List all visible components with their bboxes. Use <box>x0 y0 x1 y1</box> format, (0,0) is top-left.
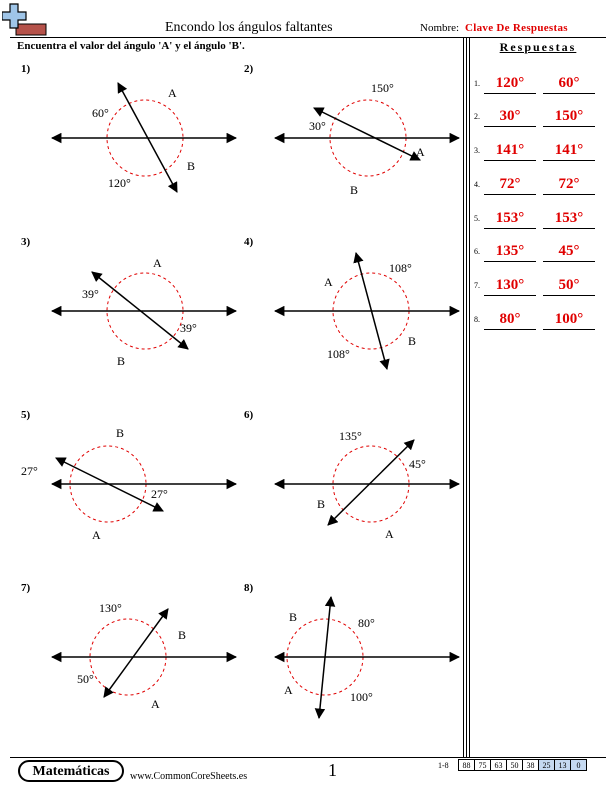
page-number: 1 <box>328 760 337 780</box>
angle-label: 100° <box>350 690 373 704</box>
transversal-line <box>328 440 414 525</box>
angle-label: B <box>116 426 125 440</box>
angle-label: A <box>416 145 425 159</box>
score-range-label: 1-8 <box>438 761 449 770</box>
angle-label: 39° <box>82 287 99 301</box>
score-cell: 75 <box>475 760 491 771</box>
answer-number: 5. <box>474 214 480 223</box>
answer-b: 100° <box>543 309 595 330</box>
angle-label: 39° <box>180 321 197 335</box>
angle-label: 135° <box>339 429 362 443</box>
angle-label: 27° <box>21 464 38 478</box>
angle-label: A <box>385 527 394 541</box>
answer-number: 2. <box>474 112 480 121</box>
score-cell: 0 <box>571 760 587 771</box>
problem-number: 8) <box>244 582 254 594</box>
angle-label: 108° <box>327 347 350 361</box>
angle-label: B <box>178 628 187 642</box>
angle-label: B <box>117 354 126 368</box>
angle-label: 60° <box>92 106 109 120</box>
score-table <box>458 759 587 771</box>
answer-number: 8. <box>474 315 480 324</box>
worksheet-title: Encondo los ángulos faltantes <box>165 20 333 35</box>
angle-label: 108° <box>389 261 412 275</box>
answer-b: 60° <box>543 73 595 94</box>
angle-label: A <box>168 86 177 100</box>
answer-b: 72° <box>543 174 595 195</box>
angle-label: A <box>324 275 333 289</box>
footer-divider <box>10 757 606 758</box>
angle-label: 45° <box>409 457 426 471</box>
score-cell: 88 <box>459 760 475 771</box>
angle-label: 27° <box>151 487 168 501</box>
angle-label: B <box>350 183 359 197</box>
angle-label: A <box>92 528 101 542</box>
angle-label: B <box>289 610 298 624</box>
answer-b: 150° <box>543 106 595 127</box>
problem-number: 4) <box>244 236 254 248</box>
answer-a: 130° <box>484 275 536 296</box>
answer-a: 153° <box>484 208 536 229</box>
angle-label: A <box>284 683 293 697</box>
answer-number: 1. <box>474 79 480 88</box>
name-value: Clave De Respuestas <box>465 22 568 34</box>
score-cell: 13 <box>555 760 571 771</box>
angle-label: 150° <box>371 81 394 95</box>
answer-a: 141° <box>484 140 536 161</box>
angle-label: 30° <box>309 119 326 133</box>
website-link[interactable]: www.CommonCoreSheets.es <box>130 771 248 782</box>
angle-label: 120° <box>108 176 131 190</box>
answer-a: 80° <box>484 309 536 330</box>
problem-number: 3) <box>21 236 31 248</box>
angle-label: 50° <box>77 672 94 686</box>
brand-badge: Matemáticas <box>18 760 124 782</box>
score-cell: 25 <box>539 760 555 771</box>
instructions: Encuentra el valor del ángulo 'A' y el ángulo 'B'. <box>17 40 245 52</box>
answer-b: 45° <box>543 241 595 262</box>
score-cell: 38 <box>523 760 539 771</box>
answer-number: 6. <box>474 247 480 256</box>
score-cell: 63 <box>491 760 507 771</box>
answer-number: 7. <box>474 281 480 290</box>
angle-label: A <box>153 256 162 270</box>
angle-label: 80° <box>358 616 375 630</box>
answer-a: 120° <box>484 73 536 94</box>
answer-b: 153° <box>543 208 595 229</box>
angle-label: A <box>151 697 160 711</box>
answers-title: Respuestas <box>499 40 577 54</box>
problem-number: 2) <box>244 63 254 75</box>
angle-label: B <box>408 334 417 348</box>
transversal-line <box>314 108 420 160</box>
answer-b: 141° <box>543 140 595 161</box>
problem-number: 1) <box>21 63 31 75</box>
answer-b: 50° <box>543 275 595 296</box>
name-label: Nombre: <box>420 22 460 34</box>
answer-number: 3. <box>474 146 480 155</box>
answer-a: 72° <box>484 174 536 195</box>
answer-number: 4. <box>474 180 480 189</box>
problem-number: 6) <box>244 409 254 421</box>
angle-label: B <box>317 497 326 511</box>
problem-number: 7) <box>21 582 31 594</box>
angle-label: B <box>187 159 196 173</box>
answer-a: 30° <box>484 106 536 127</box>
problem-number: 5) <box>21 409 31 421</box>
angle-label: 130° <box>99 601 122 615</box>
score-cell: 50 <box>507 760 523 771</box>
answer-a: 135° <box>484 241 536 262</box>
